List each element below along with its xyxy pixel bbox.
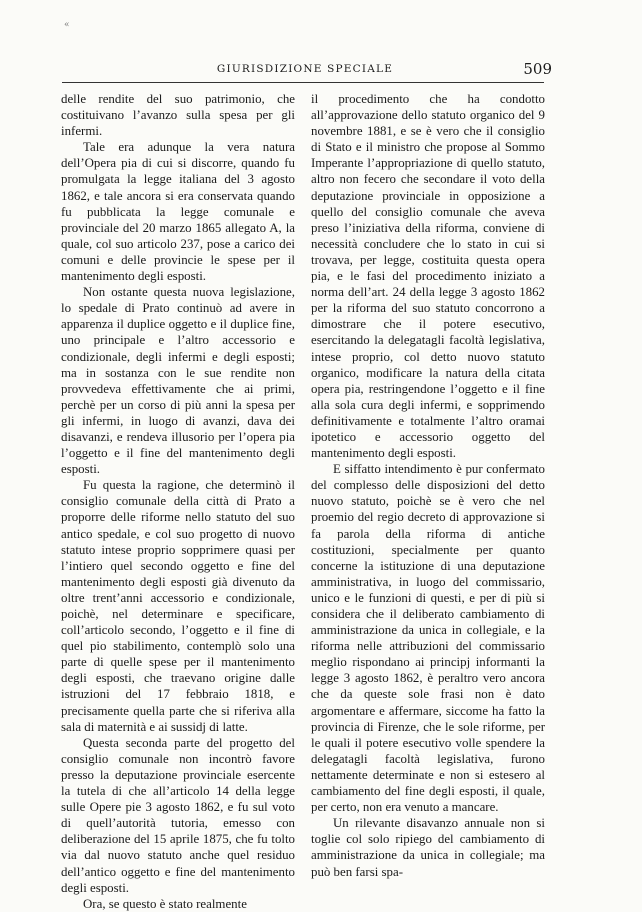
page-number: 509 <box>523 60 552 78</box>
running-title: GIURISDIZIONE SPECIALE <box>216 63 394 75</box>
header-rule <box>62 82 544 83</box>
paragraph: delle rendite del suo patrimonio, che costituivano l’avanzo sulla spesa per gli infermi. <box>61 92 295 139</box>
paragraph: il procedimento che ha condotto all’approvazione dello statuto organico del 9 novembre 1881, e se è vero che il consiglio di Stato e il ministro che propose al Sommo Imperante l’appropriazione di quello statuto, altro non fecero che secondare il voto della deputazione provinciale in opposizione a quello del consiglio comunale che aveva preso l’iniziativa della riforma, conviene di necessità concludere che lo stato in cui si trovava, per legge, costituita questa opera pia, e le fasi del procedimento iniziato a norma dell’art. 24 della legge 3 agosto 1862 per la riforma del suo statuto concorrono a dimostrare che il potere esecutivo, esercitando la delegatagli facoltà legislativa, intese proprio, col detto nuovo statuto organico, modificare la natura della citata opera pia, restringendone l’oggetto e il fine alla sola cura degli infermi, e sopprimendo definitivamente e totalmente l’altro oramai ipotetico e accessorio oggetto del mantenimento degli esposti. <box>311 92 545 461</box>
paragraph: Questa seconda parte del progetto del consiglio comunale non incontrò favore presso la deputazione provinciale esercente la tutela di che all’articolo 14 della legge sulle Opere pie 3 agosto 1862, e fu sul voto di quell’autorità tutoria, emesso con deliberazione del 15 aprile 1875, che fu tolto via dal nuovo statuto anche quel residuo dell’antico oggetto e fine del mantenimento degli esposti. <box>61 735 295 895</box>
paragraph: Non ostante questa nuova legislazione, lo spedale di Prato continuò ad avere in apparenza il duplice oggetto e il duplice fine, uno principale e l’altro accessorio e condizionale, degli infermi e degli esposti; ma in sostanza con le sue rendite non provvedeva effettivamente che ai primi, perchè per un corso di più anni la spesa per gli infermi, in luogo di avanzi, dava dei disavanzi, e rendeva illusorio per l’opera pia l’oggetto e il fine del mantenimento degli esposti. <box>61 285 295 477</box>
paragraph: Tale era adunque la vera natura dell’Opera pia di cui si discorre, quando fu promulgata la legge italiana del 3 agosto 1862, e tale ancora si era conservata quando fu pubblicata la legge comunale e provinciale del 20 marzo 1865 allegato A, la quale, col suo articolo 237, pose a carico dei comuni e delle provincie le spese per il mantenimento degli esposti. <box>61 140 295 284</box>
left-column <box>61 91 295 912</box>
running-header <box>62 60 552 80</box>
right-column <box>311 91 545 880</box>
margin-mark: « <box>64 20 70 30</box>
paragraph: Ora, se questo è stato realmente <box>83 896 247 911</box>
paragraph: E siffatto intendimento è pur confermato del complesso delle disposizioni del detto nuovo statuto, poichè se è vero che nel proemio del regio decreto di approvazione si fa parola della riforma di antiche costituzioni, specialmente per quanto concerne la istituzione di una deputazione amministrativa, in luogo del commissario, unico e le funzioni di questi, e per di più si considera che il deliberato cambiamento di amministrazione da unica in collegiale, e la riforma nelle attribuzioni del commissario meglio rispondano ai principj informanti la legge 3 agosto 1862, è peraltro vero ancora che da queste sole frasi non è dato argomentare e affermare, siccome ha fatto la provincia di Firenze, che le sole riforme, per le quali il potere esecutivo volle spendere la delegatagli facoltà legislativa, furono nettamente determinate e non si estesero al cambiamento del fine degli esposti, il quale, per certo, non era venuto a mancare. <box>311 462 545 815</box>
paragraph: Fu questa la ragione, che determinò il consiglio comunale della città di Prato a proporre delle riforme nello statuto del suo antico spedale, e col suo progetto di nuovo statuto intese proprio sopprimere quasi per l’intiero quel secondo oggetto e fine del mantenimento degli esposti già divenuto da oltre trent’anni accessorio e condizionale, poichè, nel determinare e specificare, coll’articolo secondo, l’oggetto e il fine di quel pio stabilimento, contemplò solo una parte di quelle spese per il mantenimento degli esposti, che traevano origine dalle istruzioni del 17 febbraio 1818, e precisamente quella parte che si riferiva alla sala di maternità e ai sussidj di latte. <box>61 478 295 734</box>
paragraph: Un rilevante disavanzo annuale non si toglie col solo ripiego del cambiamento di amministrazione da unica in collegiale; ma può ben farsi spa- <box>311 816 545 879</box>
